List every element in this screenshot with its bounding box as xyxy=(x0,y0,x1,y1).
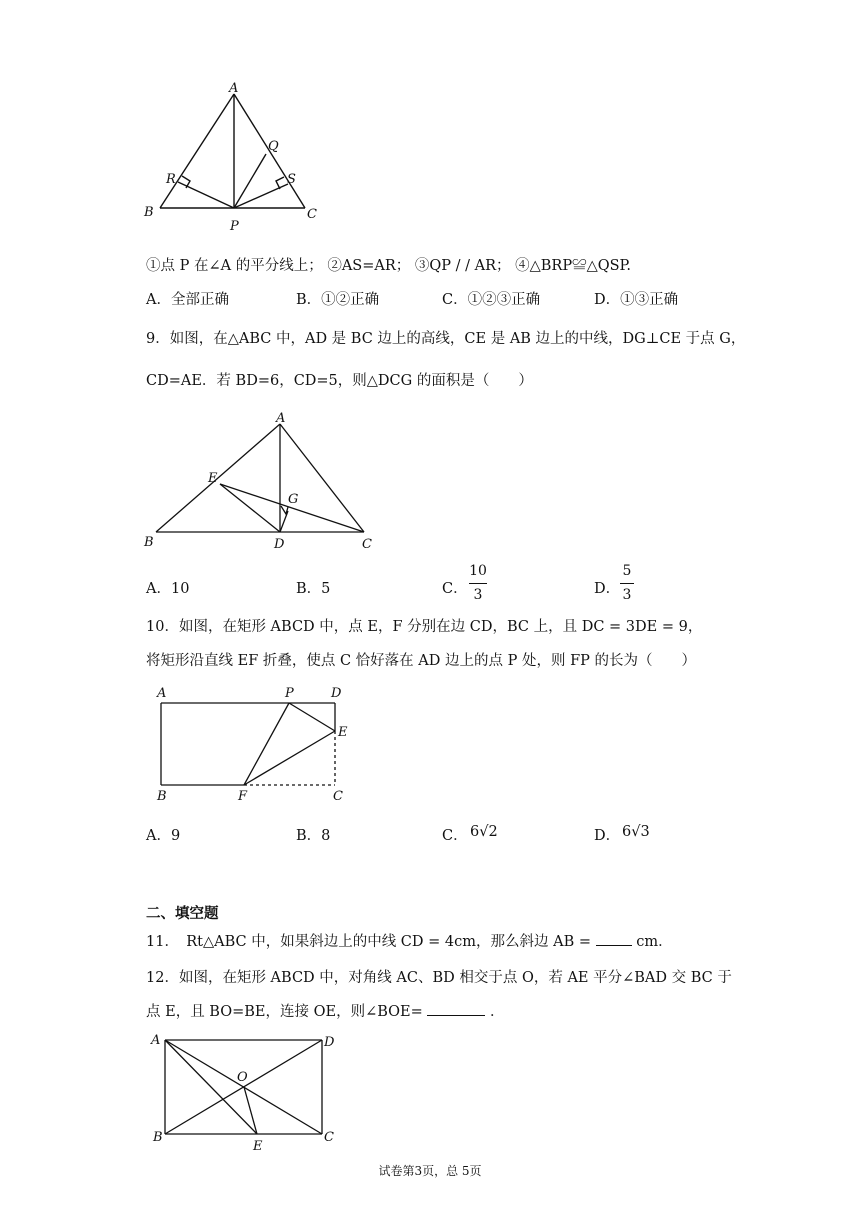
label-C: C xyxy=(324,1130,334,1145)
q9-option-c-numerator: 10 xyxy=(469,563,487,579)
label-S: S xyxy=(287,172,296,187)
q9-line2: CD=AE．若 BD=6，CD=5，则△DCG 的面积是（ ） xyxy=(146,373,533,389)
figure-q10-rectangle xyxy=(145,683,365,808)
figure-q12-rectangle xyxy=(145,1030,345,1158)
q10-option-b: B．8 xyxy=(296,828,331,844)
q10-option-c-prefix: C． xyxy=(442,828,468,844)
label-B: B xyxy=(157,789,167,804)
q10-option-d-value: 6√3 xyxy=(622,824,650,840)
q11-text: 11． Rt△ABC 中，如果斜边上的中线 CD = 4cm，那么斜边 AB = xyxy=(146,934,591,950)
q10-line1: 10．如图，在矩形 ABCD 中，点 E，F 分别在边 CD，BC 上，且 DC = 3DE = 9， xyxy=(146,619,703,635)
label-D: D xyxy=(331,686,342,701)
q11-answer-blank[interactable] xyxy=(596,945,632,946)
figure-q9-triangle xyxy=(140,410,390,555)
q9-option-d-denominator: 3 xyxy=(622,587,632,603)
q8-option-b: B．①②正确 xyxy=(296,292,380,308)
q8-option-d: D．①③正确 xyxy=(594,292,679,308)
label-C: C xyxy=(362,537,372,552)
q9-option-a: A．10 xyxy=(146,581,190,597)
label-B: B xyxy=(153,1130,163,1145)
q12-answer-blank[interactable] xyxy=(427,1015,485,1016)
label-A: A xyxy=(276,411,286,426)
q12-line2-end: ． xyxy=(490,1004,505,1020)
label-F: F xyxy=(238,789,248,804)
q8-option-a: A．全部正确 xyxy=(146,292,229,308)
label-E: E xyxy=(338,725,348,740)
q9-option-c-fraction-bar xyxy=(469,583,487,584)
q12-line2 xyxy=(146,1000,505,1021)
q8-statements: ①点 P 在∠A 的平分线上； ②AS=AR； ③QP / / AR； ④△BRP≌△QSP. xyxy=(146,258,631,274)
label-E: E xyxy=(208,471,218,486)
q11-question xyxy=(146,930,673,951)
q10-option-c-value: 6√2 xyxy=(470,824,498,840)
label-A: A xyxy=(151,1033,161,1048)
figure-q8-triangle xyxy=(140,80,340,240)
q9-line1: 9．如图，在△ABC 中，AD 是 BC 边上的高线，CE 是 AB 边上的中线，DG⊥CE 于点 G， xyxy=(146,331,746,347)
label-D: D xyxy=(274,537,285,552)
label-O: O xyxy=(237,1070,248,1085)
label-R: R xyxy=(166,172,176,187)
q10-option-d-prefix: D． xyxy=(594,828,621,844)
q9-option-c-denominator: 3 xyxy=(473,587,483,603)
q10-option-a: A．9 xyxy=(146,828,181,844)
q9-option-d-numerator: 5 xyxy=(622,563,632,579)
q9-option-d-prefix: D． xyxy=(594,581,621,597)
q10-line2: 将矩形沿直线 EF 折叠，使点 C 恰好落在 AD 边上的点 P 处，则 FP 的长为（ ） xyxy=(146,653,696,669)
label-P: P xyxy=(230,219,239,234)
section-title-fill-in: 二、填空题 xyxy=(146,906,219,922)
label-D: D xyxy=(324,1035,335,1050)
label-P: P xyxy=(285,686,294,701)
q9-option-d-fraction-bar xyxy=(620,583,634,584)
q12-line1: 12．如图，在矩形 ABCD 中，对角线 AC、BD 相交于点 O，若 AE 平分∠BAD 交 BC 于 xyxy=(146,970,732,986)
q12-line2-text: 点 E，且 BO=BE，连接 OE，则∠BOE= xyxy=(146,1004,423,1020)
label-Q: Q xyxy=(268,139,279,154)
q9-option-b: B．5 xyxy=(296,581,331,597)
label-E: E xyxy=(253,1139,263,1154)
label-G: G xyxy=(288,492,299,507)
label-A: A xyxy=(157,686,167,701)
q8-option-c: C．①②③正确 xyxy=(442,292,541,308)
q11-unit: cm． xyxy=(636,934,673,950)
label-A: A xyxy=(229,81,239,96)
q9-option-c-prefix: C． xyxy=(442,581,468,597)
label-C: C xyxy=(307,207,317,222)
label-C: C xyxy=(333,789,343,804)
label-B: B xyxy=(144,205,154,220)
label-B: B xyxy=(144,535,154,550)
page-footer: 试卷第3页，总 5页 xyxy=(378,1164,482,1178)
